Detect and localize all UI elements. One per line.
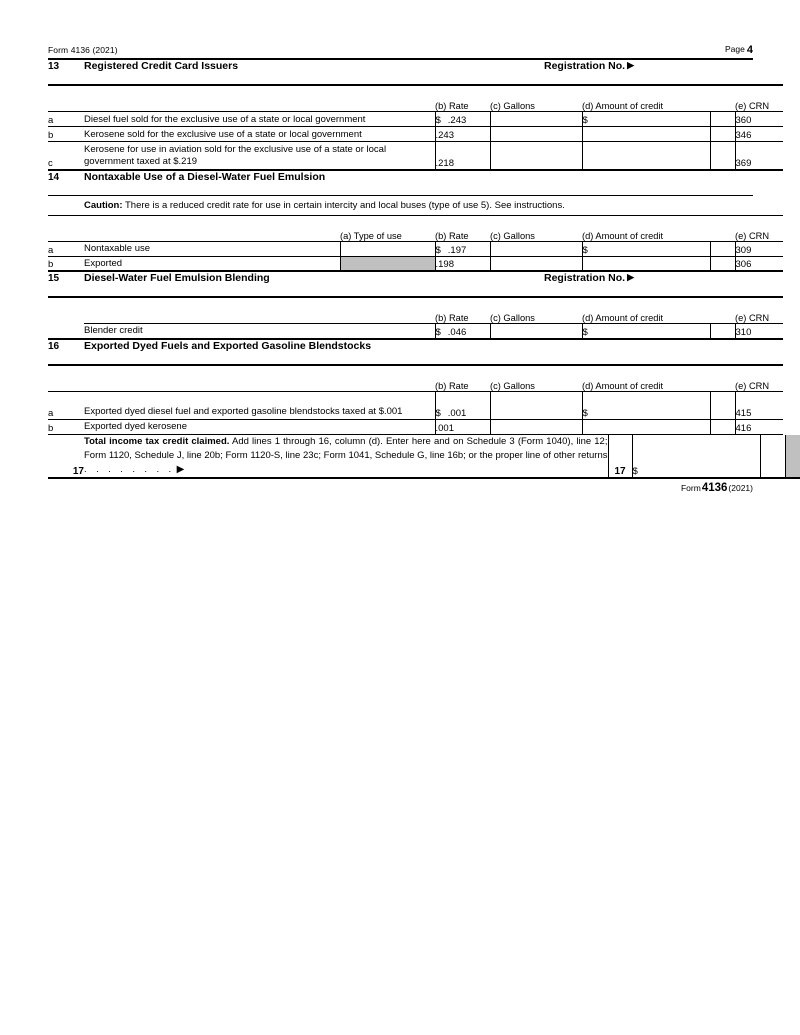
cell-amount[interactable] [582,391,710,419]
line-17-text-1: Add lines 1 through 16, column (d). Enter here and on [232,435,464,447]
cell-rate [435,324,490,339]
cell-amount-cents[interactable] [710,324,735,339]
cell-type-of-use-shaded [340,256,435,271]
col-header-crn: (e) CRN [735,230,770,241]
cell-rate [435,391,490,419]
registration-label: Registration No. [544,60,626,72]
col-header-gallons: (c) Gallons [490,101,535,111]
cell-amount-cents[interactable] [710,112,735,127]
form-footer [48,479,753,494]
section-15-registration [544,272,634,284]
cell-gallons[interactable] [490,391,582,419]
page-indicator [725,44,753,56]
line-17-amount[interactable] [632,435,760,478]
rate-value: .001 [435,422,454,434]
amount-dollar-sign: $ [582,244,588,256]
table-header-row [48,85,783,112]
table-row [48,127,783,142]
rate-value: .197 [447,244,467,256]
row-description: Exported dyed kerosene [84,419,435,434]
cell-amount-cents[interactable] [710,256,735,271]
section-15-title: Diesel-Water Fuel Emulsion Blending [84,272,270,284]
rate-dollar-sign: $ [435,407,441,419]
footer-year: (2021) [728,482,753,493]
cell-rate [435,256,490,271]
cell-rate [435,142,490,170]
col-header-rate: (b) Rate [435,313,469,323]
col-header-rate: (b) Rate [435,230,469,241]
caution-label: Caution: [84,199,123,211]
section-15-table [48,296,783,340]
spacer-cell [48,365,84,392]
section-13-number: 13 [48,61,60,72]
spacer-cell [84,365,435,392]
section-16-header [48,340,753,364]
section-13-registration [544,60,634,72]
section-14-title: Nontaxable Use of a Diesel-Water Fuel Emulsion [84,170,326,183]
cell-crn: 416 [735,419,783,434]
col-header-crn: (e) CRN [735,313,770,323]
rate-value: .243 [435,130,454,141]
col-header-amount: (d) Amount of credit [582,380,664,391]
table-header-row [48,215,783,241]
row-letter: b [48,419,84,434]
row-description: Nontaxable use [84,241,340,256]
cell-crn: 310 [735,324,783,339]
table-row [48,112,783,127]
cell-amount-cents[interactable] [710,241,735,256]
registration-label: Registration No. [544,272,626,284]
table-row [48,241,783,256]
col-header-amount: (d) Amount of credit [582,101,664,111]
section-14-number: 14 [48,171,60,183]
row-letter: c [48,142,84,170]
col-header-rate: (b) Rate [435,380,469,391]
row-letter: b [48,256,84,271]
cell-amount[interactable] [582,127,710,142]
cell-gallons[interactable] [490,112,582,127]
rate-value: .198 [435,259,454,270]
spacer-cell [84,85,435,112]
form-identifier: Form 4136 (2021) [48,45,118,55]
line-17-text-2: Schedule 3 (Form 1040), line 12; Form 1120, Schedule J, line 20b; Form 1120-S, line 23c; [84,435,608,461]
row-letter: a [48,241,84,256]
line-17-row [48,435,800,479]
section-14-header [48,171,753,195]
cell-type-of-use[interactable] [340,241,435,256]
row-description: Kerosene for use in aviation sold for the exclusive use of a state or local government taxed at $.219 [84,142,435,170]
table-row [48,142,783,170]
spacer-cell [48,297,84,324]
right-arrow-icon: ▶ [176,463,185,475]
cell-crn: 360 [735,112,783,127]
cell-amount-cents[interactable] [710,142,735,170]
cell-amount[interactable] [582,419,710,434]
section-16-number: 16 [48,340,60,352]
page-header [48,44,753,58]
rate-value: .218 [435,157,454,169]
form-sheet [48,44,770,494]
section-14-caution [48,196,753,215]
cell-crn: 415 [735,391,783,419]
row-description: Exported dyed diesel fuel and exported gasoline blendstocks taxed at $.001 [84,391,435,419]
row-description: Diesel fuel sold for the exclusive use of a state or local government [84,112,435,127]
section-13-header [48,60,753,84]
section-13-table [48,84,783,171]
right-arrow-icon: ▶ [627,60,635,70]
cell-gallons[interactable] [490,256,582,271]
col-header-crn: (e) CRN [735,101,770,111]
cell-amount-cents[interactable] [710,391,735,419]
page-label: Page [725,44,745,54]
section-15-number: 15 [48,273,60,284]
spacer-cell [48,215,84,241]
right-arrow-icon: ▶ [627,272,635,282]
caution-text: There is a reduced credit rate for use in certain intercity and local buses (type of use 5). See instructions. [125,199,565,211]
col-header-crn: (e) CRN [735,380,770,391]
rate-value: .243 [447,115,467,126]
row-letter: a [48,391,84,419]
row-description: Exported [84,256,340,271]
section-15-header [48,272,753,296]
cell-rate [435,241,490,256]
col-header-gallons: (c) Gallons [490,313,535,323]
cell-gallons[interactable] [490,324,582,339]
line-17-bold-label: Total income tax credit claimed. [84,435,230,447]
spacer-cell [84,297,435,324]
col-header-rate: (b) Rate [435,101,469,111]
row-letter: a [48,112,84,127]
line-17-cents[interactable] [760,435,785,478]
row-description: Blender credit [84,324,435,339]
cell-crn: 369 [735,142,783,170]
cell-amount[interactable] [582,241,710,256]
section-16-title: Exported Dyed Fuels and Exported Gasoline Blendstocks [84,339,372,352]
cell-amount-cents[interactable] [710,127,735,142]
line-17-text-3: Form 1041, Schedule G, line 16b; or the proper line of other returns [323,449,608,461]
section-13-title: Registered Credit Card Issuers [84,60,239,72]
cell-amount-cents[interactable] [710,419,735,434]
line-17-number: 17 [72,465,84,477]
row-description: Kerosene sold for the exclusive use of a state or local government [84,127,435,142]
cell-crn: 309 [735,241,783,256]
table-row [48,324,783,339]
table-row [48,419,783,434]
col-header-gallons: (c) Gallons [490,380,535,391]
page-number: 4 [746,44,753,56]
col-header-type-of-use: (a) Type of use [340,230,402,241]
table-row [48,391,783,419]
col-header-amount: (d) Amount of credit [582,313,664,323]
cell-rate [435,419,490,434]
cell-crn: 346 [735,127,783,142]
footer-form-word: Form [680,482,701,493]
rate-value: .046 [447,326,467,338]
amount-dollar-sign: $ [632,465,638,477]
cell-amount[interactable] [582,324,710,339]
cell-crn: 306 [735,256,783,271]
table-row [48,256,783,271]
col-header-amount: (d) Amount of credit [582,230,664,241]
footer-form-number: 4136 [701,481,728,494]
row-letter: b [48,127,84,142]
rate-dollar-sign: $ [435,326,441,338]
rate-value: .001 [447,407,467,419]
row-letter [48,324,84,339]
cell-amount[interactable] [582,142,710,170]
spacer-cell [48,85,84,112]
cell-rate [435,112,490,127]
cell-rate [435,127,490,142]
col-header-gallons: (c) Gallons [490,230,535,241]
cell-amount[interactable] [582,256,710,271]
cell-amount[interactable] [582,112,710,127]
line-17-text [84,435,608,478]
amount-dollar-sign: $ [582,326,588,338]
line-17-box-number: 17 [608,435,632,478]
section-14-table [48,215,783,273]
amount-dollar-sign: $ [582,115,588,126]
line-17-crn-shaded [785,435,800,478]
section-16-table [48,364,783,435]
rate-dollar-sign: $ [435,115,441,126]
cell-gallons[interactable] [490,142,582,170]
table-header-row [48,365,783,392]
rate-dollar-sign: $ [435,244,441,256]
cell-gallons[interactable] [490,241,582,256]
table-header-row [48,297,783,324]
leader-dots: . . . . . . . . [84,463,175,475]
cell-gallons[interactable] [490,127,582,142]
amount-dollar-sign: $ [582,407,588,419]
spacer-cell [84,215,340,241]
cell-gallons[interactable] [490,419,582,434]
